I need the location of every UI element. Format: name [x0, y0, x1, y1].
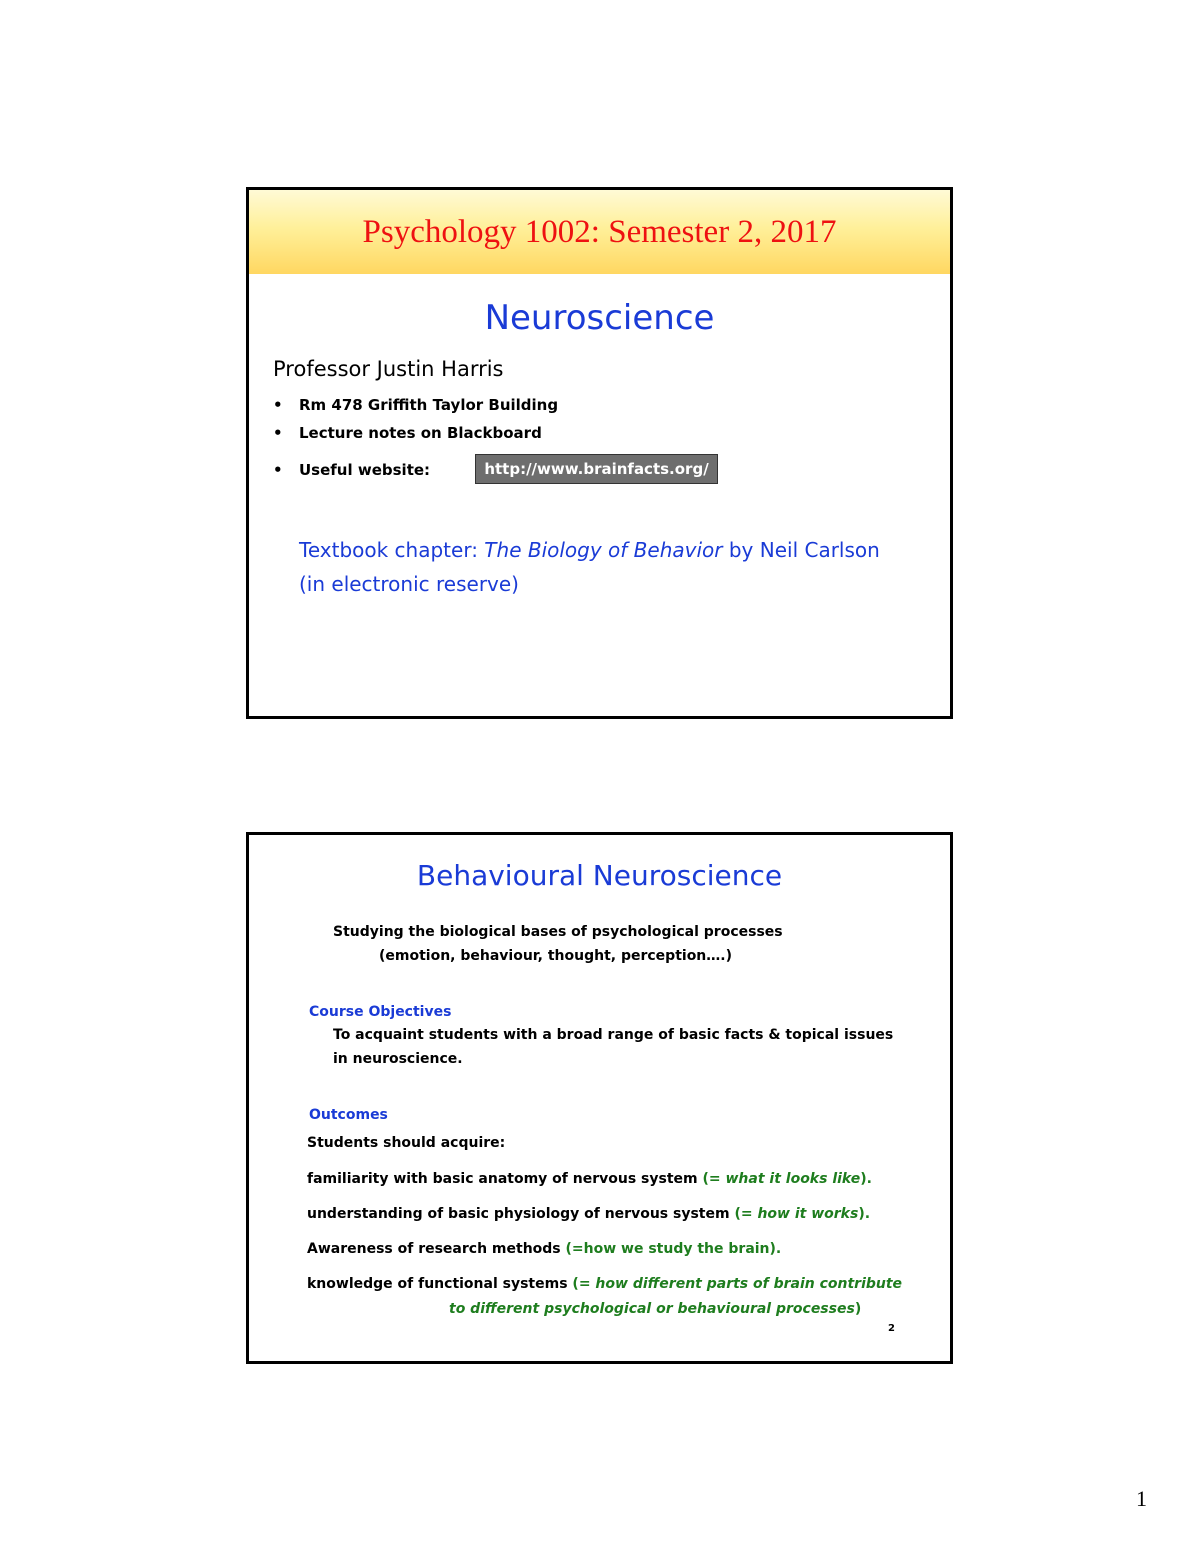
bullet-item-room: [273, 396, 558, 414]
bullet-item-website: [273, 461, 430, 479]
outcome-item-methods: Awareness of research methods (=how we study the brain).: [307, 1241, 782, 1257]
objectives-heading: Course Objectives: [309, 1004, 452, 1020]
textbook-line-2: (in electronic reserve): [299, 572, 519, 596]
intro-line-1: Studying the biological bases of psychological processes: [333, 924, 783, 940]
textbook-reference: [299, 533, 880, 601]
course-header-title: Psychology 1002: Semester 2, 2017: [362, 214, 837, 250]
slide-title: Neuroscience: [484, 298, 715, 338]
textbook-author: by Neil Carlson: [722, 538, 880, 562]
textbook-title: The Biology of Behavior: [484, 538, 723, 562]
slide-2: [246, 832, 953, 1364]
bullet-text: Rm 478 Griffith Taylor Building: [299, 396, 559, 414]
professor-name: Professor Justin Harris: [273, 357, 504, 381]
document-page-number: 1: [1136, 1486, 1147, 1511]
bullet-text: Useful website:: [299, 461, 431, 479]
outcome-item-physiology: understanding of basic physiology of nervous system (= how it works).: [307, 1206, 871, 1222]
slide-page-number: 2: [888, 1323, 895, 1334]
bullet-text: Lecture notes on Blackboard: [299, 424, 542, 442]
bullet-icon: •: [273, 396, 283, 414]
slide-1: [246, 187, 953, 719]
slide-header-banner: [249, 190, 950, 274]
outcome-item-anatomy: familiarity with basic anatomy of nervous system (= what it looks like).: [307, 1171, 872, 1187]
bullet-item-lecture-notes: [273, 424, 542, 442]
outcome-item-functional-systems-cont: to different psychological or behavioural processes): [449, 1301, 862, 1317]
textbook-prefix: Textbook chapter:: [299, 538, 485, 562]
bullet-icon: •: [273, 461, 283, 479]
bullet-icon: •: [273, 424, 283, 442]
outcome-item-functional-systems: knowledge of functional systems (= how different parts of brain contribute: [307, 1276, 903, 1292]
textbook-line-1: [299, 533, 880, 567]
objectives-line-1: To acquaint students with a broad range of basic facts & topical issues: [333, 1027, 894, 1043]
intro-line-2: (emotion, behaviour, thought, perception….): [379, 948, 732, 964]
outcomes-intro: Students should acquire:: [307, 1135, 506, 1151]
slide-title: Behavioural Neuroscience: [416, 859, 783, 892]
outcomes-heading: Outcomes: [309, 1107, 388, 1123]
website-link[interactable]: http://www.brainfacts.org/: [475, 454, 718, 484]
objectives-line-2: in neuroscience.: [333, 1051, 463, 1067]
